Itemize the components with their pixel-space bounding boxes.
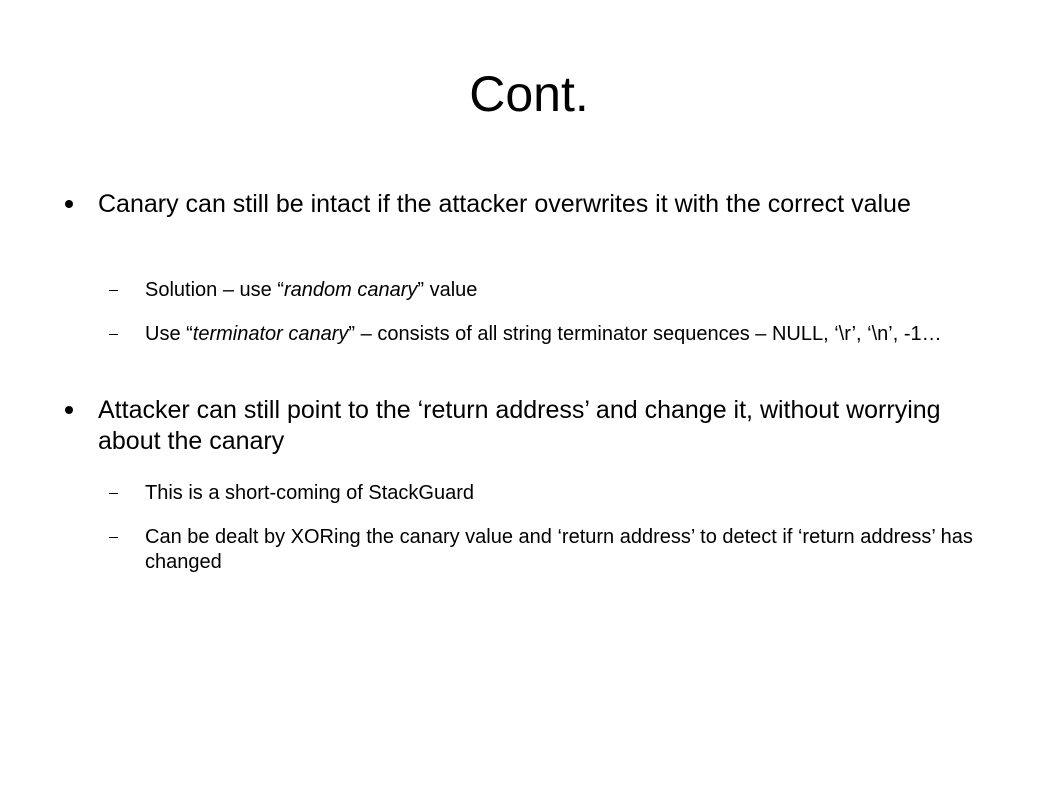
bullet-point-1-text: Canary can still be intact if the attacker overwrites it with the correct value bbox=[98, 190, 911, 218]
bullet-dot-icon bbox=[65, 406, 73, 414]
bullet-point-1 bbox=[98, 189, 1008, 220]
dash-icon bbox=[109, 493, 118, 494]
sub-point-1-2-post: ” – consists of all string terminator sequences – NULL, ‘\r’, ‘\n’, -1… bbox=[348, 323, 942, 345]
sub-point-2-2 bbox=[145, 525, 1005, 575]
dash-icon bbox=[109, 537, 118, 538]
sub-point-1-2-pre: Use “ bbox=[145, 323, 193, 345]
dash-icon bbox=[109, 290, 118, 291]
bullet-point-2-text: Attacker can still point to the ‘return address’ and change it, without worrying about the canary bbox=[98, 396, 941, 455]
sub-point-1-1 bbox=[145, 278, 1005, 303]
sub-point-1-1-pre: Solution – use “ bbox=[145, 279, 284, 301]
bullet-point-2 bbox=[98, 395, 1008, 457]
sub-point-1-1-post: ” value bbox=[417, 279, 478, 301]
dash-icon bbox=[109, 334, 118, 335]
sub-point-2-1 bbox=[145, 481, 1005, 506]
sub-point-1-2-emphasis: terminator canary bbox=[192, 323, 349, 345]
sub-point-1-1-emphasis: random canary bbox=[283, 279, 418, 301]
slide-title: Cont. bbox=[469, 66, 589, 122]
sub-point-2-1-text: This is a short-coming of StackGuard bbox=[145, 482, 475, 504]
sub-point-1-2 bbox=[145, 322, 1005, 347]
bullet-dot-icon bbox=[65, 200, 73, 208]
sub-point-2-2-text: Can be dealt by XORing the canary value and ‘return address’ to detect if ‘return address’ has changed bbox=[145, 526, 973, 573]
